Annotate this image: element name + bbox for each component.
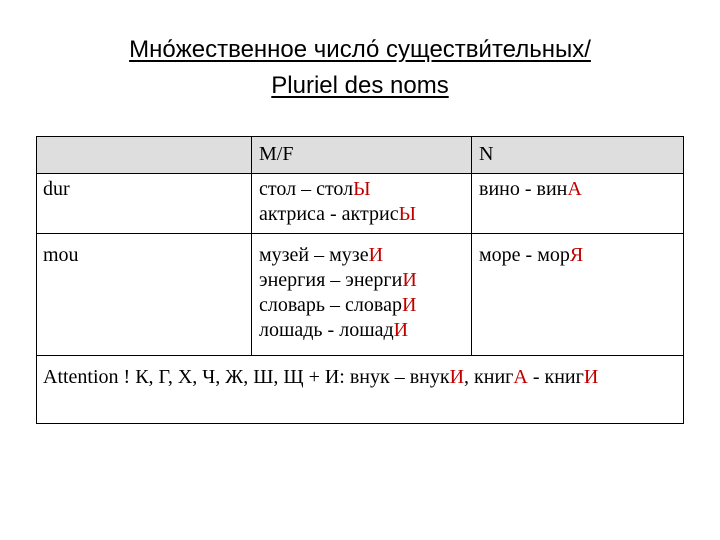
- page-title: [0, 32, 720, 104]
- list-item: стол – столЫ: [259, 178, 371, 200]
- attention-note: Attention ! К, Г, Х, Ч, Ж, Ш, Щ + И: внук – внукИ, книгА - книгИ: [43, 366, 599, 388]
- table-cell-mf: [259, 243, 417, 343]
- title-line-1: Мно́жественное число́ существи́тельных/: [129, 36, 591, 63]
- row-divider: [37, 173, 683, 174]
- list-item: словарь – словарИ: [259, 294, 417, 316]
- table-cell-n: [479, 243, 583, 268]
- row-label-dur: dur: [43, 178, 70, 200]
- row-divider: [37, 233, 683, 234]
- list-item: актриса - актрисЫ: [259, 203, 417, 225]
- list-item: музей – музеИ: [259, 244, 384, 266]
- list-item: вино - винА: [479, 178, 582, 200]
- list-item: лошадь - лошадИ: [259, 319, 409, 341]
- table-header-row: [37, 137, 683, 173]
- list-item: энергия – энергиИ: [259, 269, 417, 291]
- column-divider: [471, 137, 472, 355]
- header-cell-mf: M/F: [259, 143, 294, 165]
- plural-table: [36, 136, 684, 424]
- table-cell-mf: [259, 177, 416, 227]
- header-cell-n: N: [479, 143, 494, 165]
- table-cell-n: [479, 177, 582, 202]
- row-divider: [37, 355, 683, 356]
- list-item: море - морЯ: [479, 244, 584, 266]
- column-divider: [251, 137, 252, 355]
- title-line-2: Pluriel des noms: [271, 72, 449, 99]
- row-label-mou: mou: [43, 244, 79, 266]
